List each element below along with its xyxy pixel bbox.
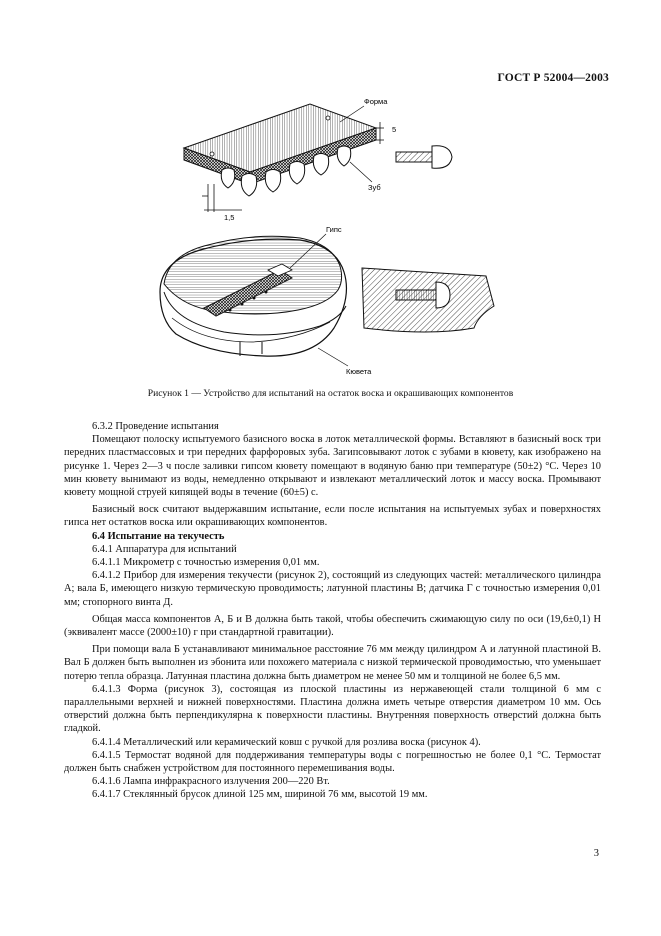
section-6-4-1-1: 6.4.1.1 Микрометр с точностью измерения 0,01 мм. <box>92 557 320 569</box>
section-6-4-1-7: 6.4.1.7 Стеклянный брусок длиной 125 мм, шириной 76 мм, высотой 19 мм. <box>92 789 428 801</box>
dimension-5 <box>376 122 384 144</box>
figure-1 <box>150 92 530 382</box>
flask <box>160 236 346 356</box>
label-dim-5: 5 <box>392 125 397 134</box>
section-6-4-1-4: 6.4.1.4 Металлический или керамический ковш с ручкой для розлива воска (рисунок 4). <box>92 736 481 748</box>
label-gips: Гипс <box>326 225 342 234</box>
section-6-4-title <box>64 530 601 543</box>
section-6-4-1-5: 6.4.1.5 Термостат водяной для поддерживания температуры воды с погрешностью не более 0,1 °С. Термостат должен быть снабжен устройством для постоянного перемешивания воды. <box>64 749 601 775</box>
paragraph: Базисный воск считают выдержавшим испытание, если после испытания на испытуемых зубах и поверхностях гипса нет остатков воска или окрашивающих компонентов. <box>64 504 601 529</box>
section-6-4-1-2: 6.4.1.2 Прибор для измерения текучести (рисунок 2), состоящий из следующих частей: металлического цилиндра А; вала Б, имеющего низкую термическую проводимость; латунной пластины В; датчика Г с точностью измерения 0,01 мм; стопорного винта Д. <box>64 570 601 608</box>
label-zub: Зуб <box>368 183 381 192</box>
body-text <box>64 420 601 802</box>
label-forma: Форма <box>364 97 388 106</box>
page-number: 3 <box>593 848 599 859</box>
paragraph: Помещают полоску испытуемого базисного воска в лоток металлической формы. Вставляют в базисный воск три передних пластмассовых и три передних фарфоровых зуба. Загипсовывают лоток с зубами в кювету, как изображено на рисунке 1. Через 2—3 ч после заливки гипсом кювету помещают в водяную баню при температуре (50±2) °С. Через 10 мин кювету вынимают из воды, немедленно открывают и извлекают металлический лоток и массу воска. Промывают кювету мощной струей кипящей воды в течение (60±5) с. <box>64 434 601 499</box>
leader-zub <box>350 162 372 182</box>
figure-caption: Рисунок 1 — Устройство для испытаний на остаток воска и окрашивающих компонентов <box>147 388 514 399</box>
section-6-4-1: 6.4.1 Аппаратура для испытаний <box>92 543 237 555</box>
section-6-4-1-6: 6.4.1.6 Лампа инфракрасного излучения 200—220 Вт. <box>92 776 330 788</box>
dimension-1-5 <box>202 184 242 212</box>
section-6-3-2-title: 6.3.2 Проведение испытания <box>92 421 219 432</box>
figure-1-drawing <box>150 92 530 382</box>
label-kyuveta: Кювета <box>346 367 372 376</box>
label-dim-1-5: 1,5 <box>224 213 235 222</box>
document-header: ГОСТ Р 52004—2003 <box>497 72 609 84</box>
cross-section-detail <box>362 268 494 332</box>
loose-tooth <box>396 146 452 169</box>
paragraph: Общая масса компонентов А, Б и В должна быть такой, чтобы обеспечить сжимающую силу по оси (19,6±0,1) Н (эквивалент массе (2000±10) г при стандартной гравитации). <box>64 613 601 639</box>
section-6-4-title-text: 6.4 Испытание на текучесть <box>92 530 225 542</box>
section-6-4-1-3: 6.4.1.3 Форма (рисунок 3), состоящая из плоской пластины из нержавеющей стали толщиной 6 мм с параллельными верхней и нижней поверхностями. Пластина должна иметь четыре отверстия диаметром 10 мм. Ось отверстий должна быть перпендикулярна к поверхности пластины. Внутренняя поверхность отверстий должна быть гладкой. <box>64 683 601 735</box>
paragraph: При помощи вала Б устанавливают минимальное расстояние 76 мм между цилиндром А и латунной пластиной В. Вал Б должен быть выполнен из эбонита или похожего материала с низкой термической проводимостью, что уменьшает потерю тепла образца. Латунная пластина должна быть диаметром не менее 50 мм и толщиной не более 6,5 мм. <box>64 644 601 682</box>
leader-kyuveta <box>318 348 348 366</box>
